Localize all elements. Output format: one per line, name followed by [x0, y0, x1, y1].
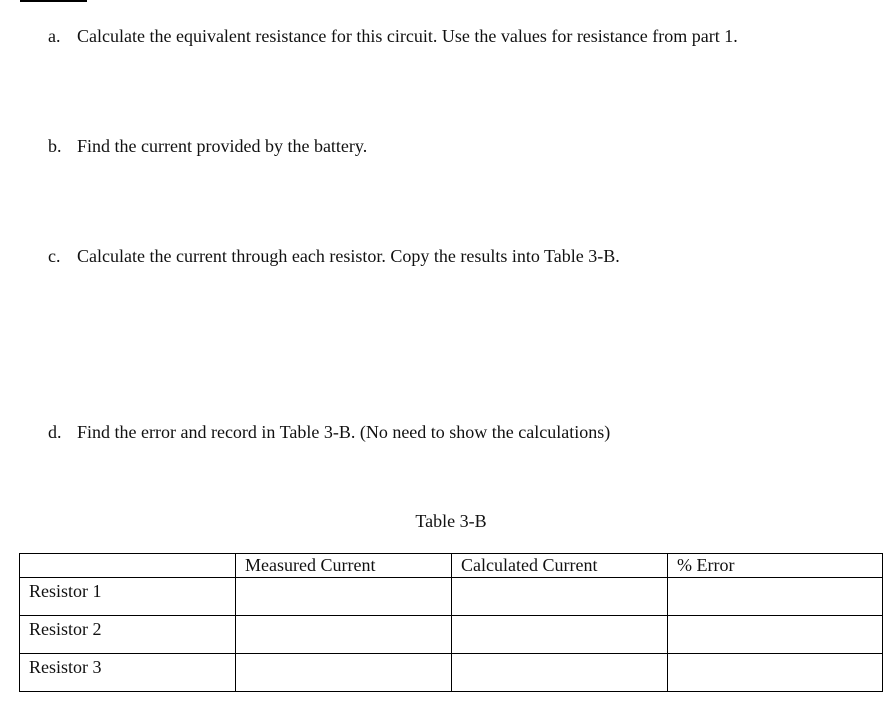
- cell-resistor-2-measured[interactable]: [236, 616, 452, 654]
- row-label-resistor-3: Resistor 3: [20, 654, 236, 692]
- header-cell-measured-current: Measured Current: [236, 554, 452, 578]
- question-c-letter: c.: [48, 246, 61, 266]
- table-row-resistor-2: [20, 616, 883, 654]
- results-table: [19, 553, 883, 692]
- top-rule-line: [20, 0, 87, 2]
- row-label-resistor-1: Resistor 1: [20, 578, 236, 616]
- question-b-text: Find the current provided by the battery.: [77, 136, 368, 156]
- question-c-text: Calculate the current through each resistor. Copy the results into Table 3-B.: [77, 246, 620, 266]
- cell-resistor-2-error[interactable]: [668, 616, 883, 654]
- question-a: [48, 25, 738, 47]
- question-b: [48, 135, 367, 157]
- question-d: [48, 421, 610, 443]
- question-d-letter: d.: [48, 422, 62, 442]
- cell-resistor-2-calculated[interactable]: [452, 616, 668, 654]
- header-cell-percent-error: % Error: [668, 554, 883, 578]
- header-cell-calculated-current: Calculated Current: [452, 554, 668, 578]
- cell-resistor-1-error[interactable]: [668, 578, 883, 616]
- question-d-text: Find the error and record in Table 3-B. (No need to show the calculations): [77, 422, 611, 442]
- cell-resistor-3-error[interactable]: [668, 654, 883, 692]
- table-header-row: [20, 554, 883, 578]
- cell-resistor-1-measured[interactable]: [236, 578, 452, 616]
- table-row-resistor-1: [20, 578, 883, 616]
- table-row-resistor-3: [20, 654, 883, 692]
- row-label-resistor-2: Resistor 2: [20, 616, 236, 654]
- cell-resistor-1-calculated[interactable]: [452, 578, 668, 616]
- table-caption: Table 3-B: [415, 511, 487, 531]
- cell-resistor-3-measured[interactable]: [236, 654, 452, 692]
- question-a-text: Calculate the equivalent resistance for this circuit. Use the values for resistance from part 1.: [77, 26, 738, 46]
- question-b-letter: b.: [48, 136, 62, 156]
- header-cell-blank: [20, 554, 236, 578]
- question-c: [48, 245, 620, 267]
- cell-resistor-3-calculated[interactable]: [452, 654, 668, 692]
- question-a-letter: a.: [48, 26, 61, 46]
